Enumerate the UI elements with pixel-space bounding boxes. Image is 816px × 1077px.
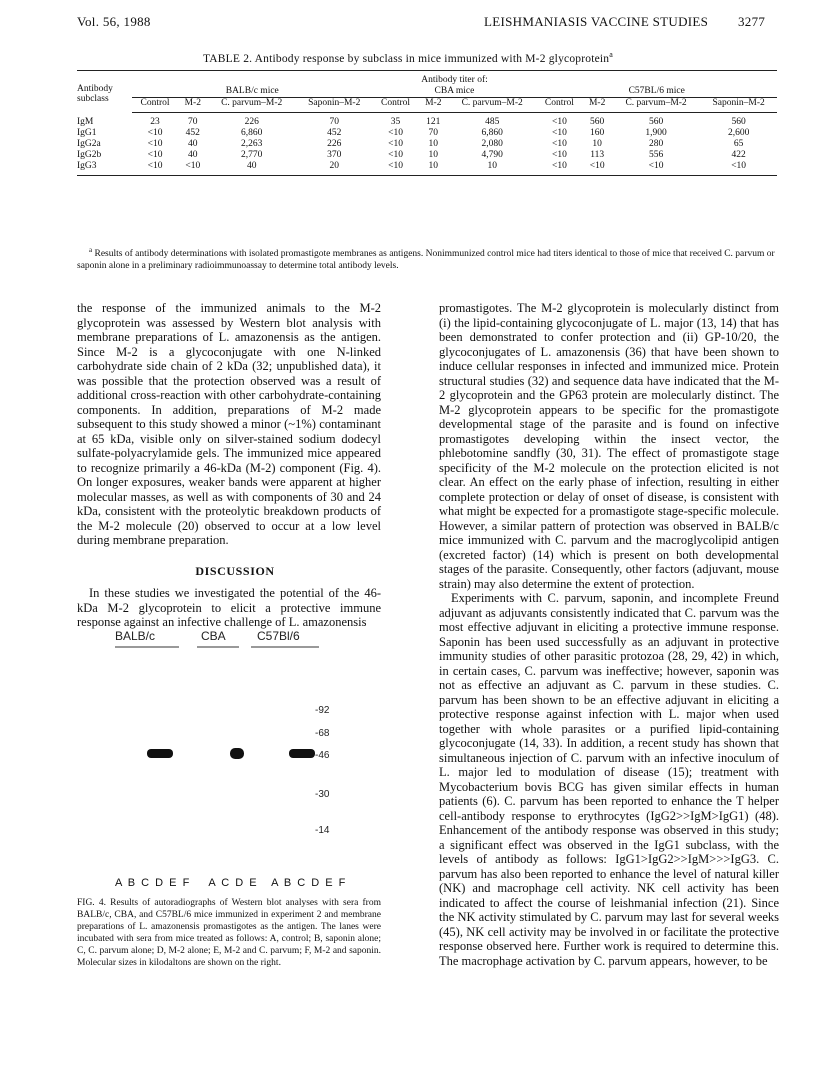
marker-92: -92: [315, 705, 330, 716]
table-row: [77, 139, 777, 150]
table-cell: 6,860: [241, 128, 263, 138]
table-cell: 226: [327, 139, 342, 149]
group-cba: CBA mice: [373, 86, 537, 98]
table-cell: <10: [551, 117, 567, 127]
group-label-cba: CBA: [201, 630, 226, 643]
table-cell: <10: [582, 161, 611, 176]
table-cell: 10: [428, 139, 439, 149]
header-running-title: LEISHMANIASIS VACCINE STUDIES: [484, 14, 709, 29]
table-cell: 370: [327, 150, 342, 160]
table-cell: 422: [731, 150, 746, 160]
table-cell: <10: [147, 139, 163, 149]
header-page-number: 3277: [738, 14, 766, 29]
band-cba: [230, 748, 244, 759]
table-cell: 560: [731, 117, 746, 127]
group-label-c57bl6: C57Bl/6: [257, 630, 300, 643]
table-cell: 226: [244, 117, 259, 127]
header-volume: Vol. 56, 1988: [77, 14, 151, 29]
table-caption: TABLE 2. Antibody response by subclass in mice immunized with M-2 glycoprotein$^a$: [202, 50, 614, 65]
table-cell: 40: [188, 139, 198, 149]
table-cell: 70: [428, 128, 439, 138]
table-cell: 1,900: [645, 128, 667, 138]
table-cell: 452: [185, 128, 200, 138]
table-cell: 20: [296, 161, 373, 176]
table-cell: 2,080: [481, 139, 503, 149]
section-heading-discussion: DISCUSSION: [195, 563, 275, 578]
left-paragraph-1: the response of the immunized animals to the M-2 glycoprotein was assessed by Western blot analysis with membrane preparations of L. amazonensis as the antigen. Since M-2 is a glycoconjugate with one N-linked carbohydrate side chain of 2 kDa (32; unpublished data), it was possible that the protection observed was a result of additional cross-reaction with other carbohydrate-containing components. In addition, preparations of M-2 made subsequent to this study showed a minor (~1%) contaminant at 65 kDa, visible only on silver-stained sodium dodecyl sulfate-polyacrylamide gels. The immunized mice appeared to recognize primarily a 46-kDa (M-2) component (Fig. 4). On longer exposures, weaker bands were apparent at higher molecular masses, as well as with components of 30 and 24 kDa, consistent with the proteolytic breakdown products of the M-2 molecule (20) observed to occur at a low level during membrane preparation.: [77, 301, 381, 547]
table-cell: <10: [132, 161, 178, 176]
table-cell: 556: [648, 150, 664, 160]
western-blot-figure: [115, 630, 355, 850]
row-label: IgG1: [77, 128, 97, 138]
table-cell: 4,790: [481, 150, 503, 160]
table-cell: <10: [373, 161, 419, 176]
row-label: IgG2a: [77, 139, 101, 149]
column-header: M-2: [178, 98, 207, 113]
table-cell: 160: [590, 128, 605, 138]
table-cell: 10: [448, 161, 536, 176]
table-cell: 2,600: [727, 128, 750, 138]
column-header: C. parvum–M-2: [207, 98, 295, 113]
column-header: C. parvum–M-2: [448, 98, 536, 113]
lane-labels: A B C D E F A C D E A B C D E F: [115, 877, 347, 889]
table-cell: <10: [147, 128, 163, 138]
table-cell: 560: [648, 117, 664, 127]
table-cell: <10: [388, 150, 403, 160]
marker-46: -46: [315, 750, 330, 761]
column-header: C. parvum–M-2: [612, 98, 700, 113]
antibody-table: [77, 70, 777, 176]
stub-head: Antibody subclass: [77, 71, 132, 113]
table-cell: <10: [551, 150, 567, 160]
table-row: [77, 113, 777, 129]
table-cell: <10: [551, 139, 567, 149]
row-label: IgG2b: [77, 150, 102, 160]
table-cell: 280: [648, 139, 664, 149]
right-paragraph-1: promastigotes. The M-2 glycoprotein is molecularly distinct from (i) the lipid-containing glycoconjugate of L. major (13, 14) that has been demonstrated to confer protection and (ii) GP-10/20, the glycoconjugates of L. amazonensis (36) that have been shown to induce cellular responses in infected and immunized mice. Protein structural studies (32) and sequence data have indicated that the M-2 glycoprotein and the GP63 protein are molecularly distinct. The M-2 glycoprotein appears to be specific for the promastigote developmental stage of the parasite and is found on infective promastigotes developing within the insect vector, the phlebotomine sandfly (30, 31). The effect of promastigote stage specificity of the M-2 molecule on the protection elicited is not clear. An effect on the early phase of infection, resulting in either complete protection or delay of onset of disease, is consistent with what might be expected for a promastigote stage-specific molecule. However, a similar pattern of protection was observed in BALB/c mice immunized with C. parvum and the macroglycolipid antigen (excreted factor) (14) which is present on both developmental stages of the parasite. Consequently, other factors (adjuvant, mouse strain) may also determine the extent of protection.: [439, 301, 779, 591]
table-cell: 35: [390, 117, 401, 127]
table-cell: 40: [188, 150, 198, 160]
row-label: IgM: [77, 116, 94, 127]
marker-68: -68: [315, 728, 330, 739]
table-cell: 70: [329, 117, 339, 127]
table-cell: 10: [428, 150, 439, 160]
table-cell: 23: [150, 117, 160, 127]
table-cell: 40: [207, 161, 295, 176]
band-c57bl6: [289, 749, 315, 758]
right-column: [439, 301, 779, 968]
table-cell: <10: [536, 161, 582, 176]
table-cell: 560: [590, 117, 605, 127]
table-row: [77, 128, 777, 139]
table-cell: 113: [590, 150, 605, 160]
column-header: M-2: [582, 98, 611, 113]
band-balbc: [147, 749, 173, 758]
table-cell: 452: [327, 128, 342, 138]
figure-caption: FIG. 4. Results of autoradiographs of Western blot analyses with sera from BALB/c, CBA, and C57BL/6 mice immunized in experiment 2 and membrane preparations of L. amazonensis promastigotes as the antigen. The lanes were incubated with sera from mice treated as follows: A, control; B, saponin alone; C, C. parvum alone; D, M-2 alone; E, M-2 and C. parvum; F, M-2 and saponin. Molecular sizes in kilodaltons are shown on the right.: [77, 898, 381, 968]
table-cell: 10: [592, 139, 602, 149]
table-cell: 65: [733, 139, 744, 149]
table-cell: 2,770: [241, 150, 263, 160]
table-cell: 121: [426, 117, 441, 127]
table-cell: <10: [700, 161, 777, 176]
table-cell: 70: [188, 117, 198, 127]
group-label-balbc: BALB/c: [115, 630, 156, 643]
table-row: [77, 161, 777, 176]
table-cell: 6,860: [481, 128, 503, 138]
table-cell: <10: [178, 161, 207, 176]
right-paragraph-2: Experiments with C. parvum, saponin, and incomplete Freund adjuvant as adjuvants consistently indicated that C. parvum was the most effective adjuvant in eliciting a protective immune response. Saponin has been used successfully as an adjuvant in protective immunity studies of other parasitic protozoa (28, 29, 42) in which, in certain cases, C. parvum was ineffective; however, saponin was not as effective an adjuvant as C. parvum in these studies. C. parvum has been shown to be an effective adjuvant in eliciting a protective response against infection with L. major when used together with whole parasites or a purified lipid-containing glycoconjugate (14, 33). In addition, a recent study has shown that simultaneous injection of C. parvum with an infective inoculum of L. major led to modulation of disease (15); treatment with Mycobacterium bovis BCG has given similar effects in human patients (6). C. parvum has been reported to enhance the T helper cell-antibody response to erythrocytes (IgG2>>IgM>IgG1) (48). Enhancement of the antibody response was observed in this study; a significant effect was observed in the IgG1 subclass, with the levels of antibody as follows: IgG1>IgG2>>IgM>>>IgG3. C. parvum has also been reported to enhance the level of natural killer (NK) and macrophage cell activity. NK cell activity has been indicated to affect the course of leishmanial infection (21). Since the NK activity stimulated by C. parvum may last for several weeks (45), NK cell activity may be involved in or facilitate the protective response observed here. Further work is required to determine this. The macrophage activation by C. parvum appears, however, to be: [439, 591, 779, 968]
column-header: Control: [373, 98, 419, 113]
column-header: Control: [536, 98, 582, 113]
blot-image: [115, 630, 355, 850]
marker-14: -14: [315, 825, 330, 836]
column-header: Saponin–M-2: [296, 98, 373, 113]
table-cell: <10: [388, 128, 403, 138]
table-cell: <10: [388, 139, 403, 149]
table-cell: <10: [551, 128, 567, 138]
left-paragraph-2: In these studies we investigated the potential of the 46-kDa M-2 glycoprotein to elicit a protective immune response against an infective challenge of L. amazonensis: [77, 586, 381, 629]
table-cell: <10: [147, 150, 163, 160]
column-header: Saponin–M-2: [700, 98, 777, 113]
table-body: [77, 113, 777, 176]
row-label: IgG3: [77, 161, 132, 176]
table-cell: 10: [419, 161, 448, 176]
column-header: M-2: [419, 98, 448, 113]
spanner-head: Antibody titer of:: [132, 71, 777, 87]
group-balbc: BALB/c mice: [132, 86, 373, 98]
group-c57bl6: C57BL/6 mice: [536, 86, 777, 98]
table-cell: 485: [485, 117, 500, 127]
table-cell: <10: [612, 161, 700, 176]
table-footnote: $^a$ Results of antibody determinations with isolated promastigote membranes as antigens. Nonimmunized control mice had titers identical to those of mice that received C. parvum or saponin alone in a preliminary radioimmunoassay to determine total antibody levels.: [77, 246, 775, 272]
table-row: [77, 150, 777, 161]
marker-30: -30: [315, 789, 330, 800]
table-cell: 2,263: [241, 139, 263, 149]
column-header: Control: [132, 98, 178, 113]
left-column: [77, 301, 381, 630]
column-headers: [77, 98, 777, 113]
